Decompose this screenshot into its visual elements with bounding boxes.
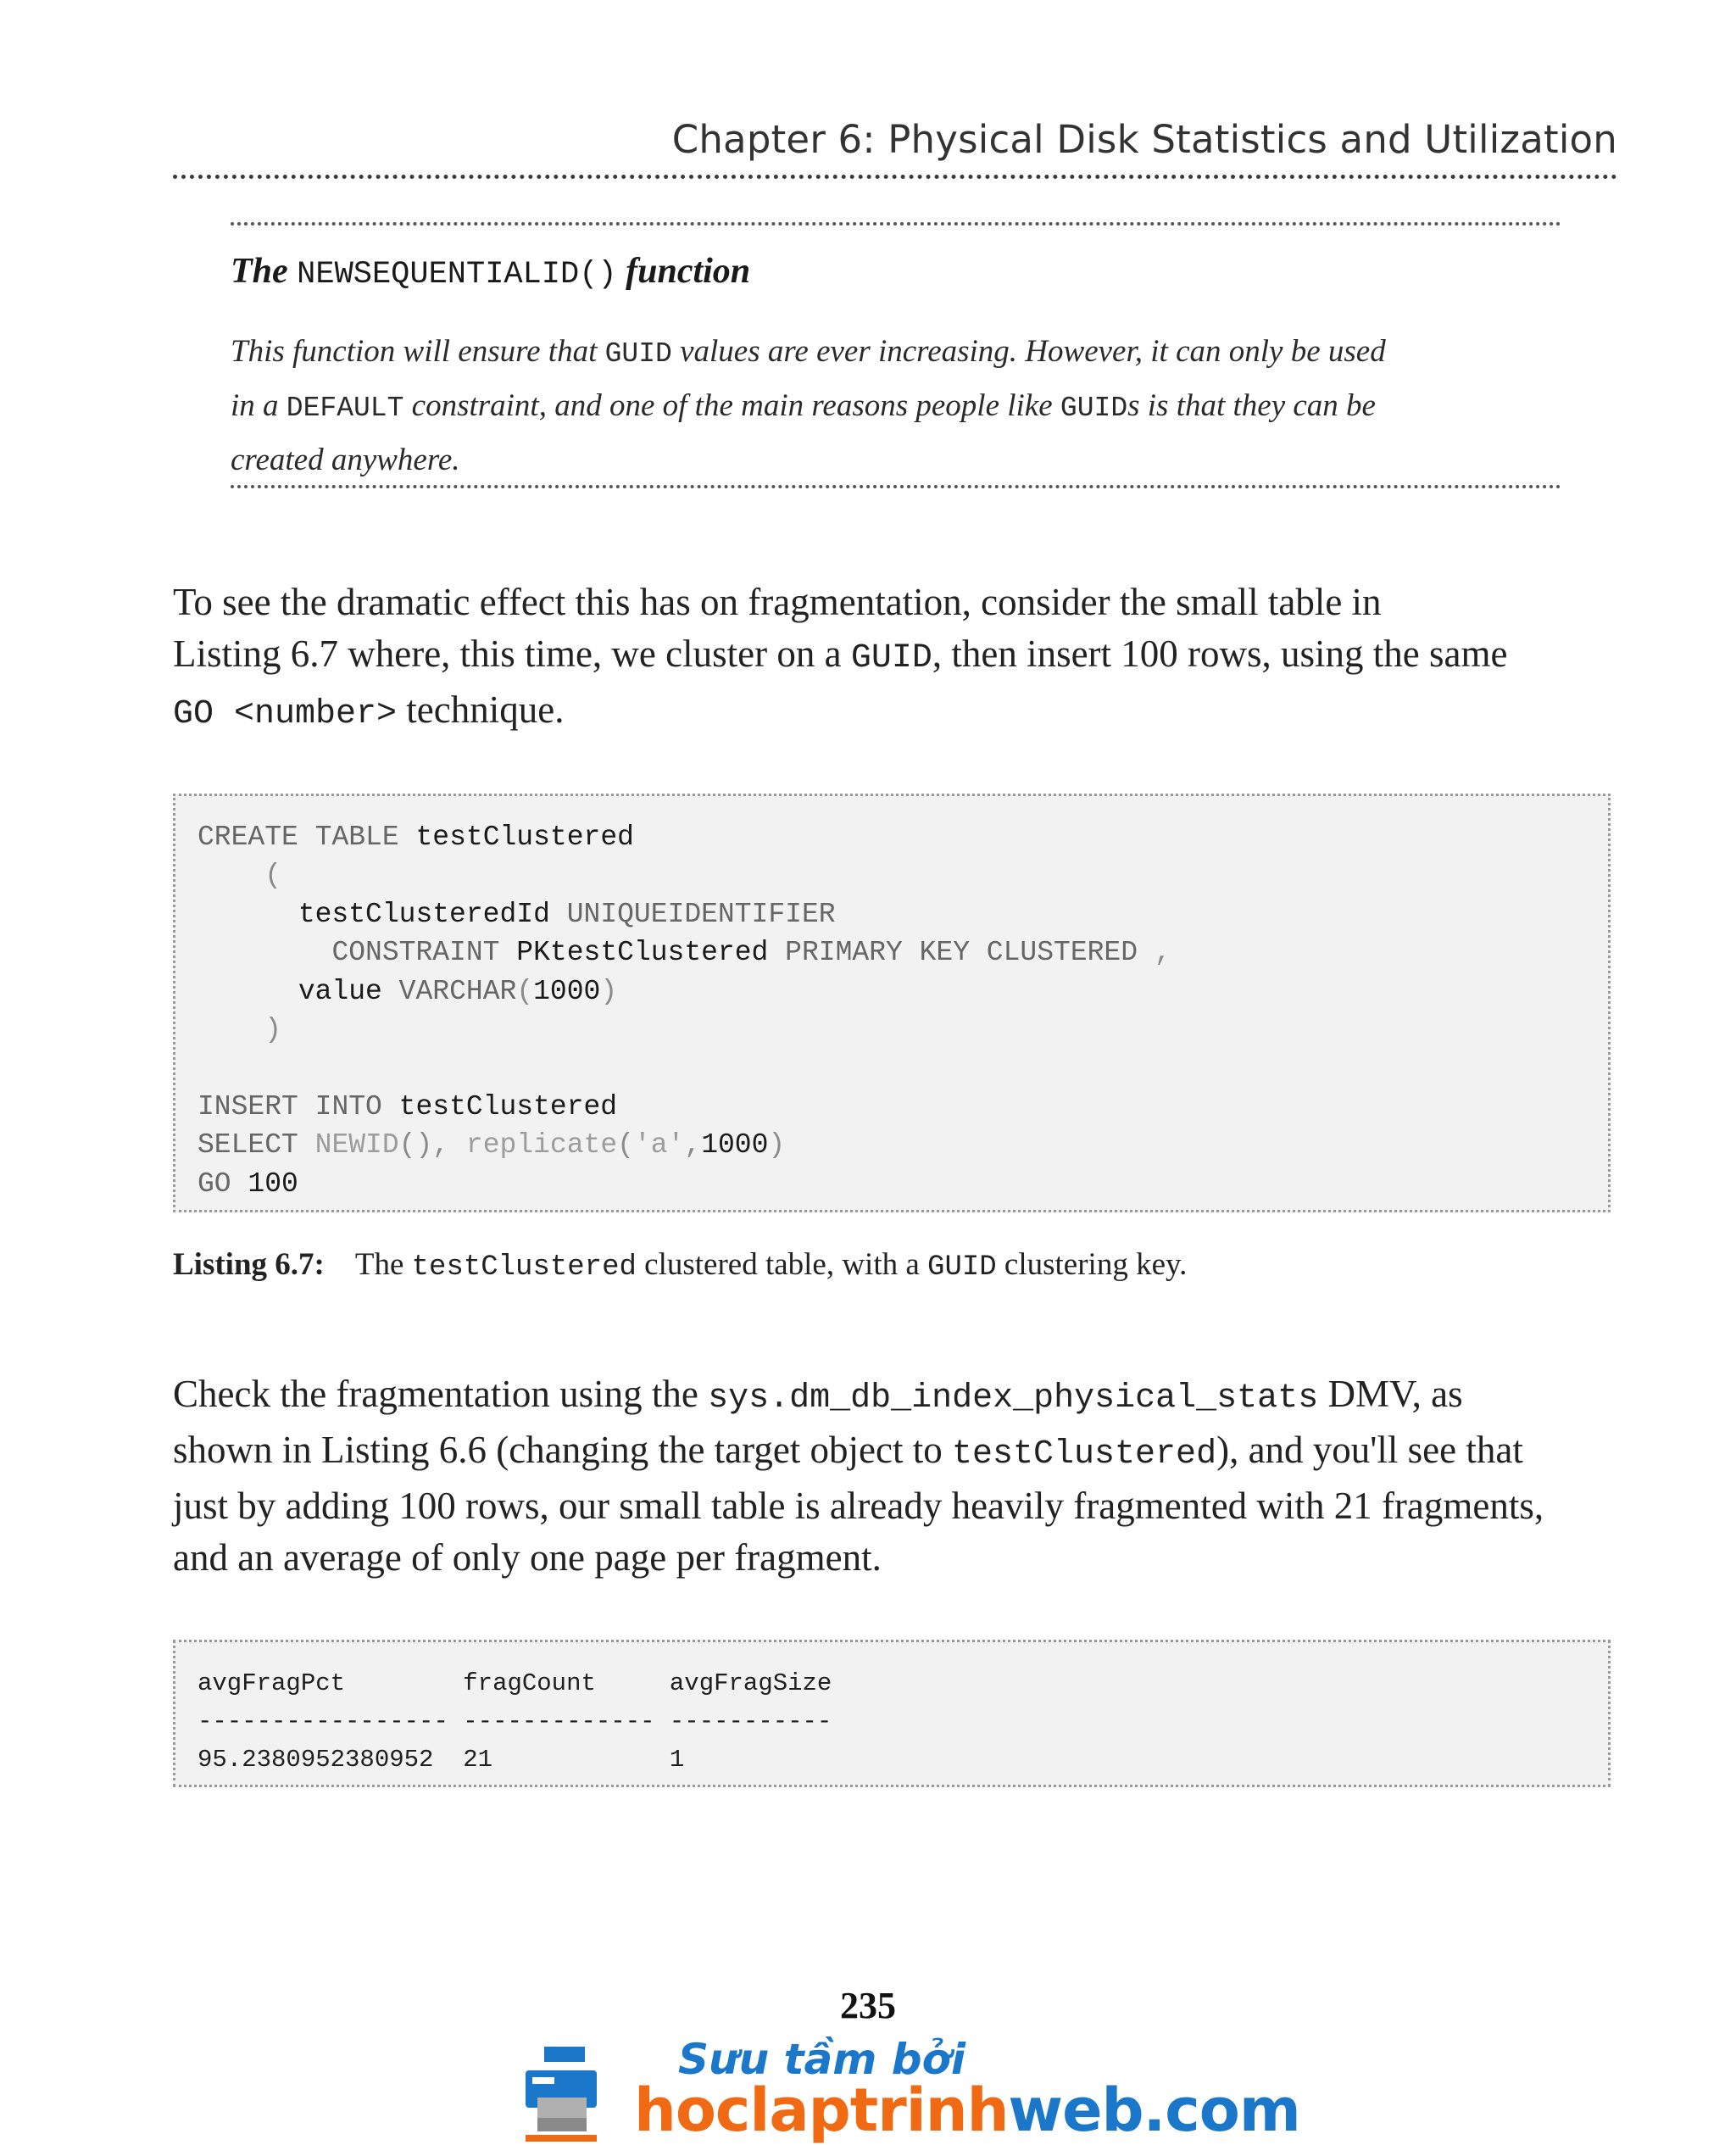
code-keyword: INTO <box>314 1090 382 1123</box>
code-punct: ) <box>264 1014 282 1046</box>
page-number: 235 <box>840 1985 896 2026</box>
code-line <box>198 972 1171 1011</box>
code-punct: , <box>1154 937 1171 969</box>
note-text: s is that they can be <box>1127 388 1376 423</box>
paragraph-line <box>173 1368 1631 1424</box>
code-punct: (), <box>398 1129 450 1162</box>
note-line <box>231 326 1443 380</box>
code-punct: ( <box>516 975 534 1007</box>
result-header-row-cell: fragCount <box>463 1669 670 1697</box>
code-lines <box>198 818 1171 1203</box>
watermark-site-part: hoclaptrinh <box>634 2075 1009 2145</box>
running-header: Chapter 6: Physical Disk Statistics and Utilization <box>671 117 1617 162</box>
code-line <box>198 895 1171 933</box>
note-text: This function will ensure that <box>231 334 605 369</box>
code-keyword: INSERT <box>198 1090 298 1123</box>
code-blank-line <box>198 1049 1171 1087</box>
code-function: replicate <box>465 1129 618 1162</box>
code-identifier: testClustered <box>415 822 634 853</box>
note-title <box>231 251 750 292</box>
paragraph-line <box>173 628 1631 684</box>
result-output-box <box>173 1640 1611 1787</box>
caption-label: Listing 6.7: <box>173 1247 325 1282</box>
code-line <box>198 1126 1171 1164</box>
code-keyword: PRIMARY KEY CLUSTERED <box>785 937 1138 969</box>
result-separator-row-cell: ----------------- <box>198 1708 464 1736</box>
result-header-row-cell: avgFragSize <box>669 1669 832 1697</box>
code-punct: ) <box>768 1129 786 1162</box>
header-rule <box>173 175 1617 179</box>
code-number: 100 <box>248 1167 298 1200</box>
code-punct: ( <box>264 860 282 892</box>
caption-code: GUID <box>927 1251 997 1284</box>
code-keyword: GO <box>198 1167 231 1200</box>
caption-text: The <box>354 1247 412 1282</box>
note-code: GUID <box>1060 393 1128 424</box>
note-line: created anywhere. <box>231 443 460 477</box>
note-text: in a <box>231 388 287 423</box>
result-data-row-cell: 21 <box>463 1746 670 1774</box>
note-body <box>231 326 1443 486</box>
code-keyword: UNIQUEIDENTIFIER <box>566 898 836 930</box>
code-line <box>198 1011 1171 1049</box>
body-paragraph-2 <box>173 1368 1631 1584</box>
caption-text: clustering key. <box>996 1247 1188 1282</box>
note-title-pre: The <box>231 252 288 291</box>
result-header-row <box>198 1664 832 1702</box>
note-title-code: NEWSEQUENTIALID() <box>297 257 617 292</box>
code-punct: ( <box>617 1129 634 1162</box>
result-separator-row <box>198 1702 832 1741</box>
watermark-logo <box>526 2035 1300 2145</box>
code-punct: ) <box>600 975 618 1007</box>
note-code: GUID <box>604 338 672 370</box>
code-keyword: VARCHAR <box>398 975 517 1007</box>
paragraph-text: , then insert 100 rows, using the same <box>932 632 1508 675</box>
code-identifier: PKtestClustered <box>516 937 769 969</box>
paragraph-line <box>173 1424 1631 1480</box>
result-table <box>198 1664 832 1779</box>
code-line <box>198 933 1171 972</box>
code-line <box>198 1165 1171 1203</box>
listing-caption <box>173 1246 1187 1284</box>
code-number: 1000 <box>533 975 601 1007</box>
inline-code: testClustered <box>952 1435 1217 1474</box>
result-data-row <box>198 1741 832 1779</box>
printer-logo-icon <box>526 2047 619 2142</box>
watermark-tagline: Sưu tầm bởi <box>678 2035 966 2084</box>
result-header-row-cell: avgFragPct <box>198 1669 464 1697</box>
inline-code: sys.dm_db_index_physical_stats <box>708 1379 1319 1418</box>
paragraph-text: Listing 6.7 where, this time, we cluster on a <box>173 632 851 675</box>
code-listing <box>173 794 1611 1212</box>
code-keyword: CONSTRAINT <box>331 937 500 969</box>
result-data-row-cell: 1 <box>669 1746 685 1774</box>
inline-code: GUID <box>850 639 932 677</box>
code-line <box>198 856 1171 894</box>
code-punct: , <box>684 1129 702 1162</box>
paragraph-text: Check the fragmentation using the <box>173 1373 709 1415</box>
body-paragraph-1 <box>173 577 1631 740</box>
caption-text: clustered table, with a <box>636 1247 928 1282</box>
code-line <box>198 1088 1171 1126</box>
code-identifier: testClustered <box>398 1090 618 1123</box>
paragraph-line: To see the dramatic effect this has on fragmentation, consider the small table in <box>173 581 1382 623</box>
code-identifier: value <box>298 975 382 1007</box>
note-box <box>231 222 1561 488</box>
note-text: constraint, and one of the main reasons people like <box>403 388 1060 423</box>
code-string: 'a' <box>633 1129 685 1162</box>
code-identifier: testClusteredId <box>298 898 550 930</box>
paragraph-text: shown in Listing 6.6 (changing the target object to <box>173 1429 953 1471</box>
result-separator-row-cell: ------------- <box>463 1708 670 1736</box>
code-keyword: CREATE <box>198 822 298 853</box>
paragraph-text: technique. <box>397 688 565 731</box>
result-separator-row-cell: ----------- <box>669 1708 832 1736</box>
code-keyword: SELECT <box>198 1129 298 1162</box>
code-function: NEWID <box>314 1129 399 1162</box>
paragraph-line <box>173 684 1631 740</box>
note-title-post: function <box>626 252 751 291</box>
note-text: values are ever increasing. However, it can only be used <box>671 334 1386 369</box>
paragraph-text: DMV, as <box>1318 1373 1463 1415</box>
watermark-site <box>634 2075 1300 2145</box>
code-keyword: TABLE <box>314 822 399 853</box>
code-line <box>198 818 1171 856</box>
result-data-row-cell: 95.2380952380952 <box>198 1746 464 1774</box>
caption-code: testClustered <box>411 1251 637 1284</box>
paragraph-line: just by adding 100 rows, our small table is already heavily fragmented with 21 fragments, <box>173 1485 1544 1527</box>
paragraph-text: ), and you'll see that <box>1216 1429 1523 1471</box>
watermark-site-part: web.com <box>1008 2075 1300 2145</box>
inline-code: GO <number> <box>173 695 398 733</box>
code-number: 1000 <box>701 1129 769 1162</box>
paragraph-line: and an average of only one page per fragment. <box>173 1536 882 1579</box>
note-code: DEFAULT <box>286 393 404 424</box>
note-line <box>231 380 1443 434</box>
